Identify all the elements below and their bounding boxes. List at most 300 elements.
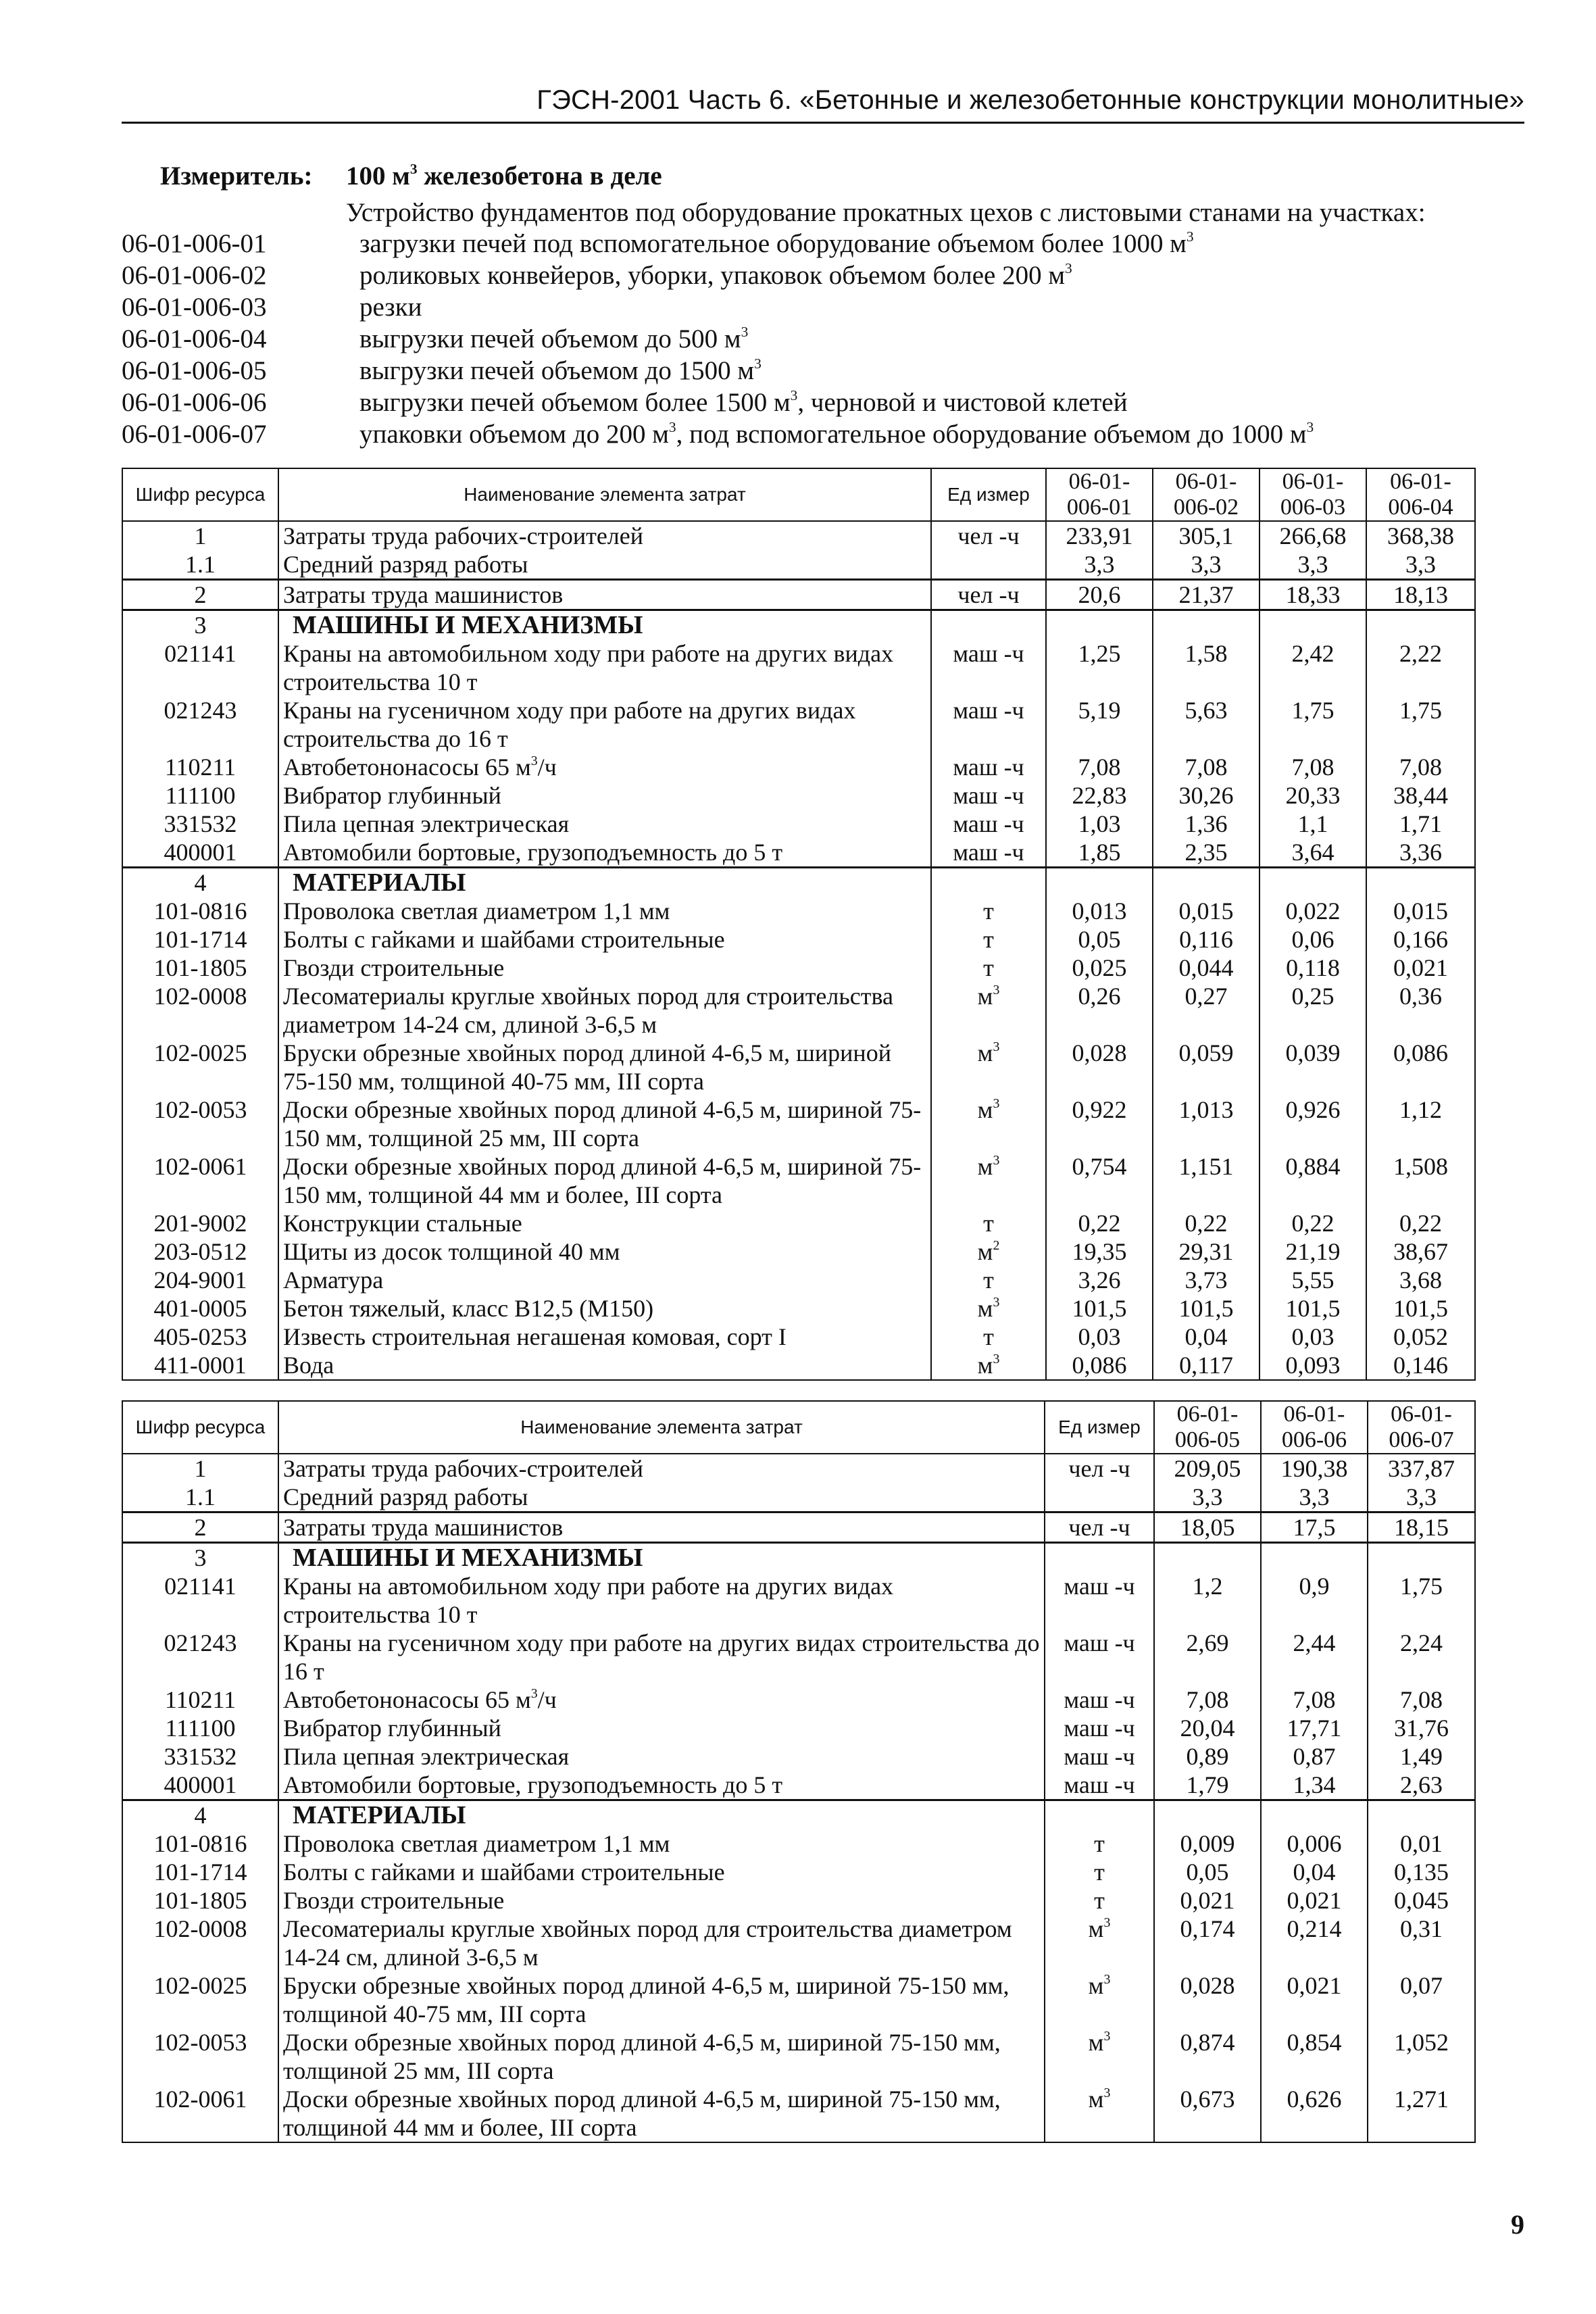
- resource-value: 21,37: [1153, 580, 1260, 610]
- resource-table-2: [122, 1400, 1476, 2143]
- resource-value: 101,5: [1260, 1294, 1366, 1323]
- resource-value: 17,71: [1261, 1714, 1368, 1742]
- resource-unit: маш -ч: [1045, 1629, 1154, 1685]
- resource-code: 021243: [122, 696, 278, 753]
- resource-code: 101-0816: [122, 1829, 278, 1858]
- code-number: 06-01-006-06: [122, 388, 267, 417]
- resource-value: 0,01: [1368, 1829, 1475, 1858]
- resource-name: Доски обрезные хвойных пород длиной 4-6,5 м, шириной 75-150 мм, толщиной 44 мм и более, III сорта: [278, 1152, 931, 1209]
- resource-unit: маш -ч: [931, 838, 1046, 868]
- table-row: [122, 1858, 1475, 1886]
- column-header: Ед измер: [1045, 1401, 1154, 1454]
- table-row: [122, 897, 1475, 925]
- table-row: [122, 521, 1475, 550]
- resource-value: 1,508: [1366, 1152, 1475, 1209]
- resource-value: 0,028: [1154, 1971, 1261, 2028]
- resource-value: 1,03: [1046, 810, 1153, 838]
- resource-value: 0,028: [1046, 1039, 1153, 1096]
- resource-name: Проволока светлая диаметром 1,1 мм: [278, 1829, 1045, 1858]
- table-row: [122, 550, 1475, 580]
- measurer-label: Измеритель:: [160, 162, 313, 191]
- resource-value: [1368, 1800, 1475, 1830]
- code-number: 06-01-006-04: [122, 324, 267, 353]
- code-list-item: [122, 292, 1314, 324]
- table-row: [122, 1237, 1475, 1266]
- resource-unit: т: [931, 954, 1046, 982]
- resource-value: 2,69: [1154, 1629, 1261, 1685]
- resource-value: 1,75: [1368, 1572, 1475, 1629]
- code-description: выгрузки печей объемом до 1500 $м^3$: [359, 355, 762, 385]
- resource-value: 3,3: [1368, 1483, 1475, 1512]
- code-number: 06-01-006-05: [122, 356, 267, 385]
- table-row: [122, 1771, 1475, 1800]
- resource-code: 102-0008: [122, 1915, 278, 1971]
- resource-name: МАТЕРИАЛЫ: [278, 1800, 1045, 1830]
- resource-value: 22,83: [1046, 781, 1153, 810]
- table-row: [122, 1454, 1475, 1483]
- resource-value: 0,118: [1260, 954, 1366, 982]
- resource-name: Щиты из досок толщиной 40 мм: [278, 1237, 931, 1266]
- resource-unit: маш -ч: [1045, 1742, 1154, 1771]
- resource-name: Краны на гусеничном ходу при работе на других видах строительства до 16 т: [278, 1629, 1045, 1685]
- resource-code: 1: [122, 521, 278, 550]
- resource-value: 20,33: [1260, 781, 1366, 810]
- resource-unit: $м^2$: [931, 1237, 1046, 1266]
- table-row: [122, 1152, 1475, 1209]
- resource-value: [1261, 1800, 1368, 1830]
- resource-value: 0,05: [1154, 1858, 1261, 1886]
- resource-value: [1366, 610, 1475, 640]
- table-row: [122, 1742, 1475, 1771]
- table-row: [122, 1685, 1475, 1714]
- resource-name: МАТЕРИАЛЫ: [278, 868, 931, 897]
- resource-value: 0,116: [1153, 925, 1260, 954]
- table-row: [122, 580, 1475, 610]
- resource-name: Автомобили бортовые, грузоподъемность до 5 т: [278, 838, 931, 868]
- resource-value: 2,24: [1368, 1629, 1475, 1685]
- code-list: [122, 228, 1314, 451]
- resource-code: 1.1: [122, 550, 278, 580]
- resource-value: 3,26: [1046, 1266, 1153, 1294]
- resource-unit: чел -ч: [1045, 1454, 1154, 1483]
- resource-value: [1154, 1543, 1261, 1573]
- measurer-line: [160, 161, 662, 191]
- resource-value: 0,04: [1153, 1323, 1260, 1351]
- resource-code: 3: [122, 610, 278, 640]
- resource-value: 1,12: [1366, 1096, 1475, 1152]
- resource-value: [1046, 610, 1153, 640]
- resource-name: Краны на автомобильном ходу при работе на других видах строительства 10 т: [278, 639, 931, 696]
- resource-value: 0,05: [1046, 925, 1153, 954]
- resource-value: 0,013: [1046, 897, 1153, 925]
- resource-value: 0,626: [1261, 2085, 1368, 2142]
- resource-value: 7,08: [1153, 753, 1260, 781]
- resource-code: 331532: [122, 1742, 278, 1771]
- resource-value: 0,025: [1046, 954, 1153, 982]
- column-header: Шифр ресурса: [122, 1401, 278, 1454]
- resource-code: 101-1714: [122, 1858, 278, 1886]
- resource-value: 0,015: [1153, 897, 1260, 925]
- resource-value: 1,34: [1261, 1771, 1368, 1800]
- table-row: [122, 1512, 1475, 1543]
- resource-value: 0,117: [1153, 1351, 1260, 1380]
- resource-code: 102-0008: [122, 982, 278, 1039]
- resource-value: 0,06: [1260, 925, 1366, 954]
- resource-value: 3,36: [1366, 838, 1475, 868]
- resource-unit: маш -ч: [1045, 1572, 1154, 1629]
- resource-name: Болты с гайками и шайбами строительные: [278, 1858, 1045, 1886]
- resource-value: 2,22: [1366, 639, 1475, 696]
- resource-name: Доски обрезные хвойных пород длиной 4-6,5 м, шириной 75-150 мм, толщиной 44 мм и более, III сорта: [278, 2085, 1045, 2142]
- resource-unit: $м^3$: [931, 1039, 1046, 1096]
- resource-value: 1,75: [1260, 696, 1366, 753]
- resource-value: 1,71: [1366, 810, 1475, 838]
- resource-value: 0,31: [1368, 1915, 1475, 1971]
- resource-name: Гвозди строительные: [278, 954, 931, 982]
- resource-value: 1,271: [1368, 2085, 1475, 2142]
- resource-name: МАШИНЫ И МЕХАНИЗМЫ: [278, 1543, 1045, 1573]
- resource-code: 101-1714: [122, 925, 278, 954]
- resource-value: 3,64: [1260, 838, 1366, 868]
- resource-value: 0,045: [1368, 1886, 1475, 1915]
- code-description: упаковки объемом до 200 $м^3$, под вспомогательное оборудование объемом до 1000 $м^3$: [359, 418, 1314, 449]
- resource-value: 0,22: [1260, 1209, 1366, 1237]
- resource-name: Автобетононасосы 65 $м^3/ч$: [278, 753, 931, 781]
- resource-name: МАШИНЫ И МЕХАНИЗМЫ: [278, 610, 931, 640]
- resource-value: 20,04: [1154, 1714, 1261, 1742]
- resource-value: 337,87: [1368, 1454, 1475, 1483]
- resource-unit: чел -ч: [931, 580, 1046, 610]
- resource-value: 0,36: [1366, 982, 1475, 1039]
- resource-value: 0,021: [1366, 954, 1475, 982]
- code-list-item: [122, 324, 1314, 355]
- resource-value: 0,26: [1046, 982, 1153, 1039]
- resource-value: 0,093: [1260, 1351, 1366, 1380]
- resource-value: 7,08: [1261, 1685, 1368, 1714]
- resource-name: Автомобили бортовые, грузоподъемность до 5 т: [278, 1771, 1045, 1800]
- measurer-value: 100 $м^3$ железобетона в деле: [346, 160, 662, 191]
- resource-name: Проволока светлая диаметром 1,1 мм: [278, 897, 931, 925]
- table-row: [122, 1483, 1475, 1512]
- resource-value: 0,039: [1260, 1039, 1366, 1096]
- resource-unit: т: [931, 1266, 1046, 1294]
- resource-value: 305,1: [1153, 521, 1260, 550]
- code-list-item: [122, 355, 1314, 387]
- resource-name: Автобетононасосы 65 $м^3/ч$: [278, 1685, 1045, 1714]
- resource-code: 101-1805: [122, 1886, 278, 1915]
- resource-value: 7,08: [1154, 1685, 1261, 1714]
- table-row: [122, 838, 1475, 868]
- resource-value: 1,85: [1046, 838, 1153, 868]
- resource-value: 0,87: [1261, 1742, 1368, 1771]
- table-row: [122, 1096, 1475, 1152]
- resource-value: 1,151: [1153, 1152, 1260, 1209]
- resource-name: Средний разряд работы: [278, 550, 931, 580]
- resource-code: 3: [122, 1543, 278, 1573]
- code-description: роликовых конвейеров, уборки, упаковок объемом более 200 $м^3$: [359, 260, 1072, 290]
- resource-unit: т: [1045, 1858, 1154, 1886]
- resource-value: 2,42: [1260, 639, 1366, 696]
- resource-code: 331532: [122, 810, 278, 838]
- resource-unit: т: [931, 1323, 1046, 1351]
- resource-unit: [931, 610, 1046, 640]
- resource-unit: маш -ч: [931, 753, 1046, 781]
- resource-unit: маш -ч: [1045, 1771, 1154, 1800]
- resource-value: 38,44: [1366, 781, 1475, 810]
- resource-code: 102-0025: [122, 1039, 278, 1096]
- resource-value: 2,44: [1261, 1629, 1368, 1685]
- resource-value: 0,015: [1366, 897, 1475, 925]
- code-list-item: [122, 260, 1314, 292]
- resource-value: 1,58: [1153, 639, 1260, 696]
- resource-value: 0,044: [1153, 954, 1260, 982]
- resource-name: Лесоматериалы круглые хвойных пород для строительства диаметром 14-24 см, длиной 3-6,5 м: [278, 982, 931, 1039]
- resource-value: [1368, 1543, 1475, 1573]
- resource-name: Конструкции стальные: [278, 1209, 931, 1237]
- resource-value: 17,5: [1261, 1512, 1368, 1543]
- resource-value: 2,63: [1368, 1771, 1475, 1800]
- table-row: [122, 1971, 1475, 2028]
- table-row: [122, 1915, 1475, 1971]
- resource-value: 101,5: [1153, 1294, 1260, 1323]
- resource-code: 102-0061: [122, 1152, 278, 1209]
- resource-value: 19,35: [1046, 1237, 1153, 1266]
- code-list-item: [122, 387, 1314, 419]
- table-row: [122, 925, 1475, 954]
- resource-unit: $м^3$: [1045, 2028, 1154, 2085]
- resource-value: 0,086: [1366, 1039, 1475, 1096]
- resource-unit: $м^3$: [931, 1351, 1046, 1380]
- column-header: 06-01-006-01: [1046, 468, 1153, 521]
- resource-value: 3,3: [1261, 1483, 1368, 1512]
- resource-name: Пила цепная электрическая: [278, 1742, 1045, 1771]
- resource-code: 021243: [122, 1629, 278, 1685]
- resource-unit: $м^3$: [931, 1294, 1046, 1323]
- column-header: Наименование элемента затрат: [278, 468, 931, 521]
- resource-unit: маш -ч: [931, 639, 1046, 696]
- resource-value: 20,6: [1046, 580, 1153, 610]
- resource-value: 3,3: [1260, 550, 1366, 580]
- resource-code: 1.1: [122, 1483, 278, 1512]
- table-row: [122, 1351, 1475, 1380]
- resource-unit: т: [1045, 1829, 1154, 1858]
- resource-name: Вибратор глубинный: [278, 1714, 1045, 1742]
- resource-value: 101,5: [1046, 1294, 1153, 1323]
- resource-value: [1153, 610, 1260, 640]
- code-description: выгрузки печей объемом более 1500 $м^3$, черновой и чистовой клетей: [359, 387, 1128, 417]
- resource-unit: $м^3$: [931, 1152, 1046, 1209]
- resource-value: 0,021: [1154, 1886, 1261, 1915]
- resource-value: 5,55: [1260, 1266, 1366, 1294]
- resource-value: 0,9: [1261, 1572, 1368, 1629]
- resource-code: 101-0816: [122, 897, 278, 925]
- resource-unit: чел -ч: [1045, 1512, 1154, 1543]
- resource-value: 18,13: [1366, 580, 1475, 610]
- resource-value: 18,33: [1260, 580, 1366, 610]
- resource-value: 5,19: [1046, 696, 1153, 753]
- table-row: [122, 954, 1475, 982]
- resource-code: 400001: [122, 1771, 278, 1800]
- resource-name: Пила цепная электрическая: [278, 810, 931, 838]
- resource-unit: маш -ч: [1045, 1714, 1154, 1742]
- resource-value: 2,35: [1153, 838, 1260, 868]
- resource-unit: [1045, 1543, 1154, 1573]
- table-row: [122, 1294, 1475, 1323]
- resource-value: 0,754: [1046, 1152, 1153, 1209]
- resource-value: [1046, 868, 1153, 897]
- resource-value: 0,146: [1366, 1351, 1475, 1380]
- resource-unit: т: [931, 925, 1046, 954]
- resource-value: 18,05: [1154, 1512, 1261, 1543]
- resource-value: 0,22: [1366, 1209, 1475, 1237]
- code-list-item: [122, 419, 1314, 451]
- resource-value: 38,67: [1366, 1237, 1475, 1266]
- column-header: 06-01-006-03: [1260, 468, 1366, 521]
- resource-code: 411-0001: [122, 1351, 278, 1380]
- resource-name: Затраты труда рабочих-строителей: [278, 521, 931, 550]
- page-number: 9: [1511, 2209, 1524, 2240]
- resource-value: 0,673: [1154, 2085, 1261, 2142]
- resource-value: [1260, 868, 1366, 897]
- resource-code: 4: [122, 1800, 278, 1830]
- section-row: [122, 610, 1475, 640]
- resource-value: 0,07: [1368, 1971, 1475, 2028]
- resource-code: 201-9002: [122, 1209, 278, 1237]
- resource-value: 0,25: [1260, 982, 1366, 1039]
- column-header: 06-01-006-04: [1366, 468, 1475, 521]
- resource-name: Бруски обрезные хвойных пород длиной 4-6,5 м, шириной 75-150 мм, толщиной 40-75 мм, III сорта: [278, 1971, 1045, 2028]
- resource-code: 102-0053: [122, 1096, 278, 1152]
- table-row: [122, 1266, 1475, 1294]
- resource-name: Бетон тяжелый, класс В12,5 (М150): [278, 1294, 931, 1323]
- resource-value: 7,08: [1046, 753, 1153, 781]
- resource-code: 021141: [122, 1572, 278, 1629]
- resource-value: 0,021: [1261, 1971, 1368, 2028]
- intro-text: Устройство фундаментов под оборудование прокатных цехов с листовыми станами на участках:: [346, 198, 1426, 227]
- resource-code: 2: [122, 580, 278, 610]
- resource-value: [1260, 610, 1366, 640]
- resource-value: 0,135: [1368, 1858, 1475, 1886]
- resource-unit: $м^3$: [931, 1096, 1046, 1152]
- table-row: [122, 2085, 1475, 2142]
- resource-unit: [1045, 1483, 1154, 1512]
- resource-value: 29,31: [1153, 1237, 1260, 1266]
- resource-unit: т: [1045, 1886, 1154, 1915]
- code-description: выгрузки печей объемом до 500 $м^3$: [359, 323, 749, 353]
- resource-value: 209,05: [1154, 1454, 1261, 1483]
- resource-value: 0,854: [1261, 2028, 1368, 2085]
- resource-unit: маш -ч: [931, 696, 1046, 753]
- resource-name: Вода: [278, 1351, 931, 1380]
- resource-name: Гвозди строительные: [278, 1886, 1045, 1915]
- table-row: [122, 810, 1475, 838]
- resource-code: 110211: [122, 1685, 278, 1714]
- resource-value: 7,08: [1260, 753, 1366, 781]
- resource-value: [1153, 868, 1260, 897]
- table-row: [122, 982, 1475, 1039]
- resource-value: 5,63: [1153, 696, 1260, 753]
- resource-code: 401-0005: [122, 1294, 278, 1323]
- table-row: [122, 1714, 1475, 1742]
- resource-value: 190,38: [1261, 1454, 1368, 1483]
- resource-name: Доски обрезные хвойных пород длиной 4-6,5 м, шириной 75-150 мм, толщиной 25 мм, III сорта: [278, 1096, 931, 1152]
- resource-value: 1,79: [1154, 1771, 1261, 1800]
- resource-name: Доски обрезные хвойных пород длиной 4-6,5 м, шириной 75-150 мм, толщиной 25 мм, III сорта: [278, 2028, 1045, 2085]
- resource-name: Известь строительная негашеная комовая, сорт I: [278, 1323, 931, 1351]
- column-header: 06-01-006-02: [1153, 468, 1260, 521]
- column-header: 06-01-006-07: [1368, 1401, 1475, 1454]
- resource-unit: маш -ч: [1045, 1685, 1154, 1714]
- resource-code: 1: [122, 1454, 278, 1483]
- table-row: [122, 2028, 1475, 2085]
- column-header: 06-01-006-06: [1261, 1401, 1368, 1454]
- resource-value: 18,15: [1368, 1512, 1475, 1543]
- running-header: [122, 80, 1524, 124]
- resource-code: 2: [122, 1512, 278, 1543]
- resource-code: 102-0025: [122, 1971, 278, 2028]
- resource-value: 3,3: [1153, 550, 1260, 580]
- resource-name: Вибратор глубинный: [278, 781, 931, 810]
- header-title: ГЭСН-2001 Часть 6. «Бетонные и железобетонные конструкции монолитные»: [537, 85, 1524, 115]
- resource-unit: [1045, 1800, 1154, 1830]
- table-row: [122, 781, 1475, 810]
- resource-value: 0,922: [1046, 1096, 1153, 1152]
- resource-name: Средний разряд работы: [278, 1483, 1045, 1512]
- resource-name: Затраты труда рабочих-строителей: [278, 1454, 1045, 1483]
- resource-value: 0,166: [1366, 925, 1475, 954]
- resource-value: 3,73: [1153, 1266, 1260, 1294]
- code-description: загрузки печей под вспомогательное оборудование объемом более 1000 $м^3$: [359, 228, 1194, 258]
- resource-value: 0,03: [1260, 1323, 1366, 1351]
- resource-unit: т: [931, 1209, 1046, 1237]
- table-row: [122, 1323, 1475, 1351]
- resource-name: Лесоматериалы круглые хвойных пород для строительства диаметром 14-24 см, длиной 3-6,5 м: [278, 1915, 1045, 1971]
- resource-code: 111100: [122, 781, 278, 810]
- resource-value: 0,021: [1261, 1886, 1368, 1915]
- table-row: [122, 1039, 1475, 1096]
- resource-value: 233,91: [1046, 521, 1153, 550]
- resource-code: 405-0253: [122, 1323, 278, 1351]
- resource-value: 0,04: [1261, 1858, 1368, 1886]
- column-header: Шифр ресурса: [122, 468, 278, 521]
- resource-value: 0,022: [1260, 897, 1366, 925]
- resource-value: 101,5: [1366, 1294, 1475, 1323]
- resource-code: 111100: [122, 1714, 278, 1742]
- column-header: Наименование элемента затрат: [278, 1401, 1045, 1454]
- resource-code: 203-0512: [122, 1237, 278, 1266]
- code-number: 06-01-006-07: [122, 420, 267, 449]
- resource-unit: $м^3$: [1045, 1915, 1154, 1971]
- code-description: резки: [359, 293, 422, 322]
- resource-code: 4: [122, 868, 278, 897]
- resource-value: 0,27: [1153, 982, 1260, 1039]
- resource-value: [1261, 1543, 1368, 1573]
- code-number: 06-01-006-02: [122, 261, 267, 290]
- resource-unit: [931, 550, 1046, 580]
- resource-value: 3,68: [1366, 1266, 1475, 1294]
- resource-unit: $м^3$: [1045, 2085, 1154, 2142]
- resource-unit: т: [931, 897, 1046, 925]
- resource-table-1: [122, 468, 1476, 1381]
- resource-value: [1154, 1800, 1261, 1830]
- resource-code: 400001: [122, 838, 278, 868]
- section-row: [122, 868, 1475, 897]
- code-number: 06-01-006-01: [122, 229, 267, 258]
- resource-value: 30,26: [1153, 781, 1260, 810]
- resource-value: 0,874: [1154, 2028, 1261, 2085]
- resource-code: 101-1805: [122, 954, 278, 982]
- resource-value: 1,052: [1368, 2028, 1475, 2085]
